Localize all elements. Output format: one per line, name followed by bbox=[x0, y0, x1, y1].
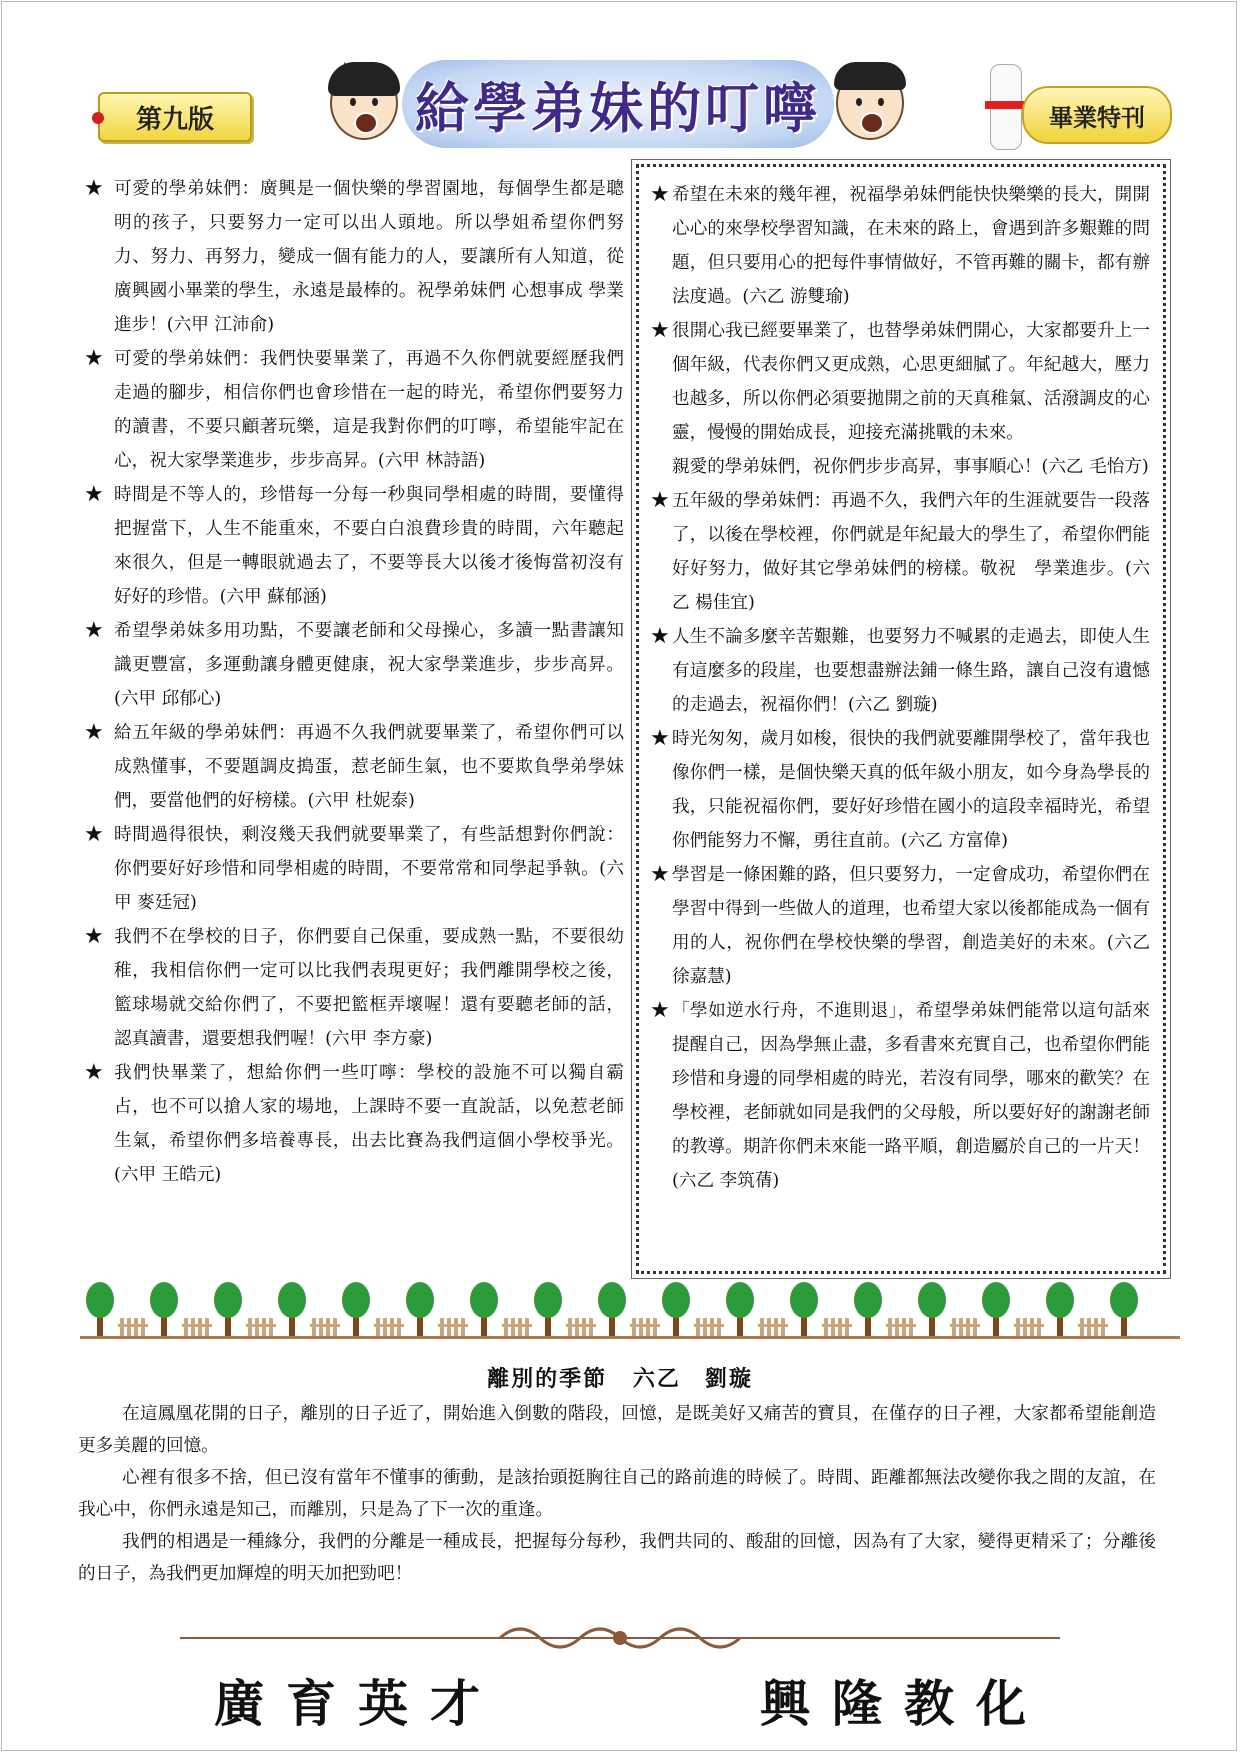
fence-icon bbox=[502, 1318, 532, 1336]
star-icon: ★ bbox=[84, 176, 104, 201]
message-entry bbox=[84, 920, 624, 1056]
fence-icon bbox=[310, 1318, 340, 1336]
star-icon: ★ bbox=[650, 726, 670, 751]
motto-left: 廣育英才 bbox=[214, 1674, 502, 1733]
fence-icon bbox=[694, 1318, 724, 1336]
right-column bbox=[650, 178, 1150, 1198]
message-body: 時光匆匆，歲月如梭，很快的我們就要離開學校了，當年我也像你們一樣，是個快樂天真的低年級小朋友，如今身為學長的我，只能祝福你們，要好好珍惜在國小的這段幸福時光，希望你們能努力不懈，勇往直前。(六乙 方富偉) bbox=[672, 729, 1150, 851]
tree-icon bbox=[1046, 1282, 1074, 1336]
fence-icon bbox=[822, 1318, 852, 1336]
star-icon: ★ bbox=[84, 720, 104, 745]
message-text bbox=[672, 620, 1150, 722]
star-icon: ★ bbox=[650, 182, 670, 207]
left-column bbox=[84, 172, 624, 1192]
fence-icon bbox=[758, 1318, 788, 1336]
message-body: 五年級的學弟妹們：再過不久，我們六年的生涯就要告一段落了，以後在學校裡，你們就是年紀最大的學生了，希望你們能好好努力，做好其它學弟妹們的榜樣。敬祝 學業進步。(六乙 楊佳宜) bbox=[672, 491, 1150, 613]
tree-icon bbox=[214, 1282, 242, 1336]
message-text bbox=[672, 314, 1150, 484]
star-icon: ★ bbox=[650, 624, 670, 649]
edition-badge bbox=[98, 92, 252, 142]
fence-icon bbox=[246, 1318, 276, 1336]
fence-icon bbox=[1078, 1318, 1108, 1336]
tree-icon bbox=[150, 1282, 178, 1336]
message-body: 很開心我已經要畢業了，也替學弟妹們開心，大家都要升上一個年級，代表你們又更成熟，心思更細膩了。年紀越大，壓力也越多，所以你們必須要拋開之前的天真稚氣、活潑調皮的心靈，慢慢的開始成長，迎接充滿挑戰的未來。 bbox=[672, 321, 1150, 443]
fence-icon bbox=[630, 1318, 660, 1336]
message-entry bbox=[650, 620, 1150, 722]
essay-paragraph: 我們的相遇是一種緣分，我們的分離是一種成長，把握每分每秒，我們共同的、酸甜的回憶，因為有了大家，變得更精采了；分離後的日子，為我們更加輝煌的明天加把勁吧！ bbox=[78, 1532, 1156, 1584]
message-text bbox=[114, 478, 624, 614]
essay-body bbox=[78, 1398, 1156, 1590]
fence-icon bbox=[950, 1318, 980, 1336]
tree-row bbox=[80, 1280, 1180, 1340]
message-entry bbox=[650, 994, 1150, 1198]
page-title: 給學弟妹的叮嚀 bbox=[415, 76, 821, 140]
edition-label: 第九版 bbox=[135, 104, 214, 135]
motto-right: 興隆教化 bbox=[760, 1674, 1048, 1733]
tree-icon bbox=[790, 1282, 818, 1336]
fence-icon bbox=[374, 1318, 404, 1336]
tree-icon bbox=[918, 1282, 946, 1336]
boy-face-icon bbox=[836, 66, 904, 140]
message-entry bbox=[650, 484, 1150, 620]
message-text bbox=[672, 858, 1150, 994]
star-icon: ★ bbox=[650, 318, 670, 343]
diploma-icon bbox=[990, 64, 1022, 150]
title-banner bbox=[402, 60, 834, 148]
fence-icon bbox=[182, 1318, 212, 1336]
message-text bbox=[114, 920, 624, 1056]
girl-face-icon bbox=[330, 66, 398, 140]
essay-paragraph: 在這鳳凰花開的日子，離別的日子近了，開始進入倒數的階段，回憶，是既美好又痛苦的寶貝，在僅存的日子裡，大家都希望能創造更多美麗的回憶。 bbox=[78, 1404, 1156, 1456]
tree-icon bbox=[982, 1282, 1010, 1336]
message-entry bbox=[84, 172, 624, 342]
message-body: 時間過得很快，剩沒幾天我們就要畢業了，有些話想對你們說：你們要好好珍惜和同學相處的時間，不要常常和同學起爭執。(六甲 麥廷冠) bbox=[114, 825, 624, 913]
message-entry bbox=[84, 342, 624, 478]
tree-icon bbox=[534, 1282, 562, 1336]
tree-icon bbox=[1110, 1282, 1138, 1336]
message-entry bbox=[84, 818, 624, 920]
message-body: 我們不在學校的日子，你們要自己保重，要成熟一點，不要很幼稚，我相信你們一定可以比我們表現更好；我們離開學校之後，籃球場就交給你們了，不要把籃框弄壞喔！還有要聽老師的話，認真讀書，還要想我們喔！(六甲 李方豪) bbox=[114, 927, 624, 1049]
star-icon: ★ bbox=[84, 924, 104, 949]
tree-icon bbox=[278, 1282, 306, 1336]
star-icon: ★ bbox=[84, 618, 104, 643]
fence-icon bbox=[886, 1318, 916, 1336]
message-text bbox=[672, 994, 1150, 1198]
message-entry bbox=[650, 858, 1150, 994]
tree-icon bbox=[86, 1282, 114, 1336]
message-text bbox=[672, 178, 1150, 314]
message-entry bbox=[84, 614, 624, 716]
message-entry bbox=[650, 722, 1150, 858]
message-body: 我們快畢業了，想給你們一些叮嚀：學校的設施不可以獨自霸占，也不可以搶人家的場地，上課時不要一直說話，以免惹老師生氣，希望你們多培養專長，出去比賽為我們這個小學校爭光。(六甲 王皓元) bbox=[114, 1063, 624, 1185]
star-icon: ★ bbox=[650, 998, 670, 1023]
message-body: 「學如逆水行舟，不進則退」，希望學弟妹們能常以這句話來提醒自己，因為學無止盡，多看書來充實自己，也希望你們能珍惜和身邊的同學相處的時光，若沒有同學，哪來的歡笑？在學校裡，老師就如同是我們的父母般，所以要好好的謝謝老師的教導。期許你們未來能一路平順，創造屬於自己的一片天！(六乙 李筑蒨) bbox=[672, 1001, 1150, 1191]
fence-icon bbox=[438, 1318, 468, 1336]
ornament-divider bbox=[180, 1618, 1060, 1658]
message-body: 可愛的學弟妹們：我們快要畢業了，再過不久你們就要經歷我們走過的腳步，相信你們也會珍惜在一起的時光，希望你們要努力的讀書，不要只顧著玩樂，這是我對你們的叮嚀，希望能牢記在心，祝大家學業進步，步步高昇。(六甲 林詩語) bbox=[114, 349, 624, 471]
special-issue-badge bbox=[1022, 86, 1172, 144]
message-body: 希望在未來的幾年裡，祝福學弟妹們能快快樂樂的長大，開開心心的來學校學習知識，在未來的路上，會遇到許多艱難的問題，但只要用心的把每件事情做好，不管再難的關卡，都有辦法度過。(六乙 游雙瑜) bbox=[672, 185, 1150, 307]
essay-title: 離別的季節 bbox=[487, 1366, 608, 1392]
message-text bbox=[114, 716, 624, 818]
message-body: 給五年級的學弟妹們：再過不久我們就要畢業了，希望你們可以成熟懂事，不要題調皮搗蛋，惹老師生氣，也不要欺負學弟學妹們，要當他們的好榜樣。(六甲 杜妮泰) bbox=[114, 723, 624, 811]
tree-icon bbox=[470, 1282, 498, 1336]
fence-icon bbox=[1014, 1318, 1044, 1336]
red-dot-icon bbox=[92, 112, 104, 124]
fence-icon bbox=[118, 1318, 148, 1336]
tree-icon bbox=[598, 1282, 626, 1336]
message-text bbox=[672, 722, 1150, 858]
tree-icon bbox=[662, 1282, 690, 1336]
message-body: 希望學弟妹多用功點，不要讓老師和父母操心，多讀一點書讓知識更豐富，多運動讓身體更健康，祝大家學業進步，步步高昇。(六甲 邱郁心) bbox=[114, 621, 624, 709]
star-icon: ★ bbox=[84, 822, 104, 847]
message-entry bbox=[84, 716, 624, 818]
special-issue-label: 畢業特刊 bbox=[1049, 103, 1145, 132]
tree-icon bbox=[342, 1282, 370, 1336]
essay-heading bbox=[0, 1362, 1240, 1393]
tree-icon bbox=[854, 1282, 882, 1336]
message-body: 時間是不等人的，珍惜每一分每一秒與同學相處的時間，要懂得把握當下，人生不能重來，不要白白浪費珍貴的時間，六年聽起來很久，但是一轉眼就過去了，不要等長大以後才後悔當初沒有好好的珍惜。(六甲 蘇郁涵) bbox=[114, 485, 624, 607]
essay-author: 六乙 劉璇 bbox=[632, 1366, 753, 1392]
ground-line bbox=[80, 1336, 1180, 1339]
message-text bbox=[114, 818, 624, 920]
message-entry bbox=[650, 178, 1150, 314]
star-icon: ★ bbox=[84, 482, 104, 507]
message-text bbox=[114, 342, 624, 478]
essay-paragraph: 心裡有很多不捨，但已沒有當年不懂事的衝動，是該抬頭挺胸往自己的路前進的時候了。時間、距離都無法改變你我之間的友誼，在我心中，你們永遠是知己，而離別，只是為了下一次的重逢。 bbox=[78, 1468, 1156, 1520]
fence-icon bbox=[566, 1318, 596, 1336]
message-body: 人生不論多麼辛苦艱難，也要努力不喊累的走過去，即使人生有這麼多的段崖，也要想盡辦法鋪一條生路，讓自己沒有遺憾的走過去，祝福你們！(六乙 劉璇) bbox=[672, 627, 1150, 715]
message-signoff: 親愛的學弟妹們，祝你們步步高昇，事事順心！(六乙 毛怡方) bbox=[672, 457, 1149, 477]
message-entry bbox=[650, 314, 1150, 484]
star-icon: ★ bbox=[84, 1060, 104, 1085]
star-icon: ★ bbox=[650, 862, 670, 887]
tree-icon bbox=[726, 1282, 754, 1336]
message-text bbox=[114, 172, 624, 342]
message-entry bbox=[84, 1056, 624, 1192]
tree-icon bbox=[406, 1282, 434, 1336]
message-text bbox=[114, 614, 624, 716]
message-entry bbox=[84, 478, 624, 614]
message-text bbox=[672, 484, 1150, 620]
star-icon: ★ bbox=[650, 488, 670, 513]
message-text bbox=[114, 1056, 624, 1192]
message-body: 可愛的學弟妹們：廣興是一個快樂的學習園地，每個學生都是聰明的孩子，只要努力一定可以出人頭地。所以學姐希望你們努力、努力、再努力，變成一個有能力的人，要讓所有人知道，從廣興國小畢業的學生，永遠是最棒的。祝學弟妹們 心想事成 學業進步！(六甲 江沛俞) bbox=[114, 179, 624, 335]
star-icon: ★ bbox=[84, 346, 104, 371]
message-body: 學習是一條困難的路，但只要努力，一定會成功，希望你們在學習中得到一些做人的道理，也希望大家以後都能成為一個有用的人，祝你們在學校快樂的學習，創造美好的未來。(六乙 徐嘉慧) bbox=[672, 865, 1150, 987]
